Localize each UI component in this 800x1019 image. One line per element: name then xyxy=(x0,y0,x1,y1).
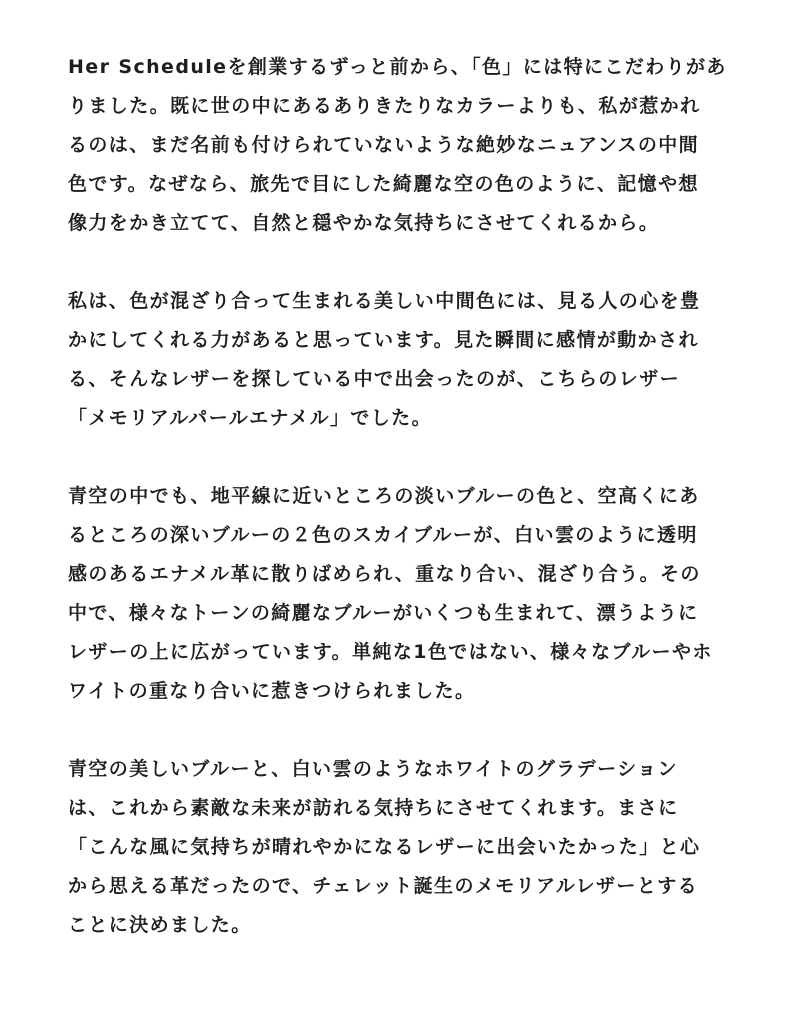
text-line: 「メモリアルパールエナメル」でした。 xyxy=(68,407,432,429)
text-line: 青空の中でも、地平線に近いところの淡いブルーの色と、空高くにあ xyxy=(68,485,700,507)
text-line: ワイトの重なり合いに惹きつけられました。 xyxy=(68,680,476,702)
text-line: 像力をかき立てて、自然と穏やかな気持ちにさせてくれるから。 xyxy=(68,212,660,234)
paragraph-color-philosophy xyxy=(68,48,736,243)
text-line: かにしてくれる力があると思っています。見た瞬間に感情が動かされ xyxy=(68,329,699,351)
text-line: Her Scheduleを創業するずっと前から、「色」には特にこだわりがあ xyxy=(68,56,727,78)
text-line: 色です。なぜなら、旅先で目にした綺麗な空の色のように、記憶や想 xyxy=(68,173,699,195)
paragraph-memorial-leather xyxy=(68,750,736,945)
text-line: は、これから素敵な未来が訪れる気持ちにさせてくれます。まさに xyxy=(68,797,679,819)
text-line: 私は、色が混ざり合って生まれる美しい中間色には、見る人の心を豊 xyxy=(68,290,701,312)
article-body xyxy=(68,48,736,984)
text-line: りました。既に世の中にあるありきたりなカラーよりも、私が惹かれ xyxy=(68,95,701,117)
text-line: 青空の美しいブルーと、白い雲のようなホワイトのグラデーション xyxy=(68,758,678,780)
text-line: 中で、様々なトーンの綺麗なブルーがいくつも生まれて、漂うように xyxy=(68,602,699,624)
text-line: る、そんなレザーを探している中で出会ったのが、こちらのレザー xyxy=(68,368,681,390)
text-line: 感のあるエナメル革に散りばめられ、重なり合い、混ざり合う。その xyxy=(68,563,701,585)
text-line: るのは、まだ名前も付けられていないような絶妙なニュアンスの中間 xyxy=(68,134,700,156)
paragraph-intermediate-colors xyxy=(68,282,736,438)
text-line: レザーの上に広がっています。単純な1色ではない、様々なブルーやホ xyxy=(68,641,713,663)
paragraph-sky-blue-leather xyxy=(68,477,736,711)
text-line: 「こんな風に気持ちが晴れやかになるレザーに出会いたかった」と心 xyxy=(68,836,701,858)
text-line: から思える革だったので、チェレット誕生のメモリアルレザーとする xyxy=(68,875,699,897)
text-line: るところの深いブルーの２色のスカイブルーが、白い雲のように透明 xyxy=(68,524,698,546)
text-line: ことに決めました。 xyxy=(68,914,252,936)
